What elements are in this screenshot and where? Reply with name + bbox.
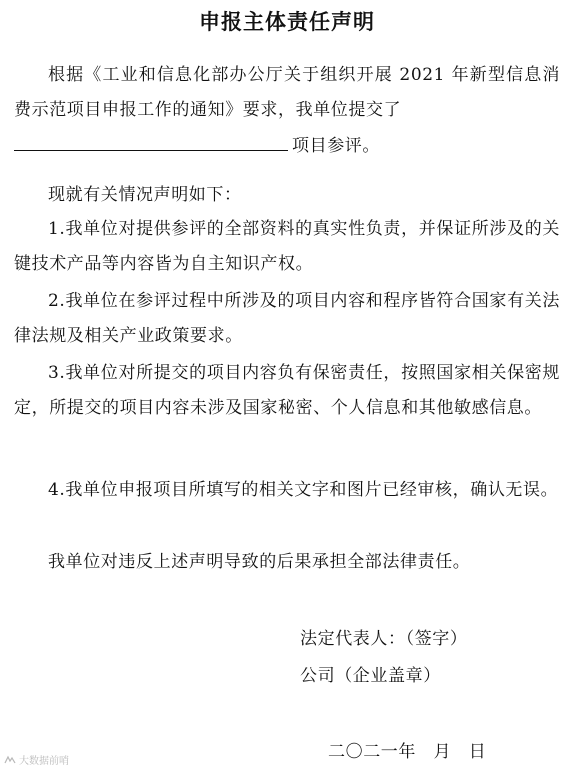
statement-item-4: 4.我单位申报项目所填写的相关文字和图片已经审核，确认无误。: [48, 480, 559, 500]
legal-representative-signature: 法定代表人：（签字）: [300, 629, 468, 649]
project-name-blank: [14, 128, 288, 151]
signature-date: 二〇二一年 月 日: [328, 742, 487, 762]
statement-item-3: 3.我单位对所提交的项目内容负有保密责任，按照国家相关保密规定，所提交的项目内容未涉及国家秘密、个人信息和其他敏感信息。: [14, 363, 560, 418]
intro-paragraph: [14, 58, 560, 164]
company-seal: 公司（企业盖章）: [300, 666, 441, 686]
watermark: [4, 752, 69, 767]
watermark-logo-icon: [4, 755, 16, 765]
statement-item-2: 2.我单位在参评过程中所涉及的项目内容和程序皆符合国家有关法律法规及相关产业政策要求。: [14, 291, 560, 346]
statement-item-1: 1.我单位对提供参评的全部资料的真实性负责，并保证所涉及的关键技术产品等内容皆为自主知识产权。: [14, 219, 560, 274]
statement-lead: 现就有关情况声明如下：: [48, 185, 242, 205]
intro-text: 根据《工业和信息化部办公厅关于组织开展 2021 年新型信息消费示范项目申报工作的通知》要求，我单位提交了: [14, 65, 560, 120]
intro-text-end: 项目参评。: [292, 136, 380, 156]
document-title: 申报主体责任声明: [199, 10, 375, 34]
watermark-text: 大数据前哨: [19, 756, 69, 767]
closing-statement: 我单位对违反上述声明导致的后果承担全部法律责任。: [48, 552, 471, 572]
